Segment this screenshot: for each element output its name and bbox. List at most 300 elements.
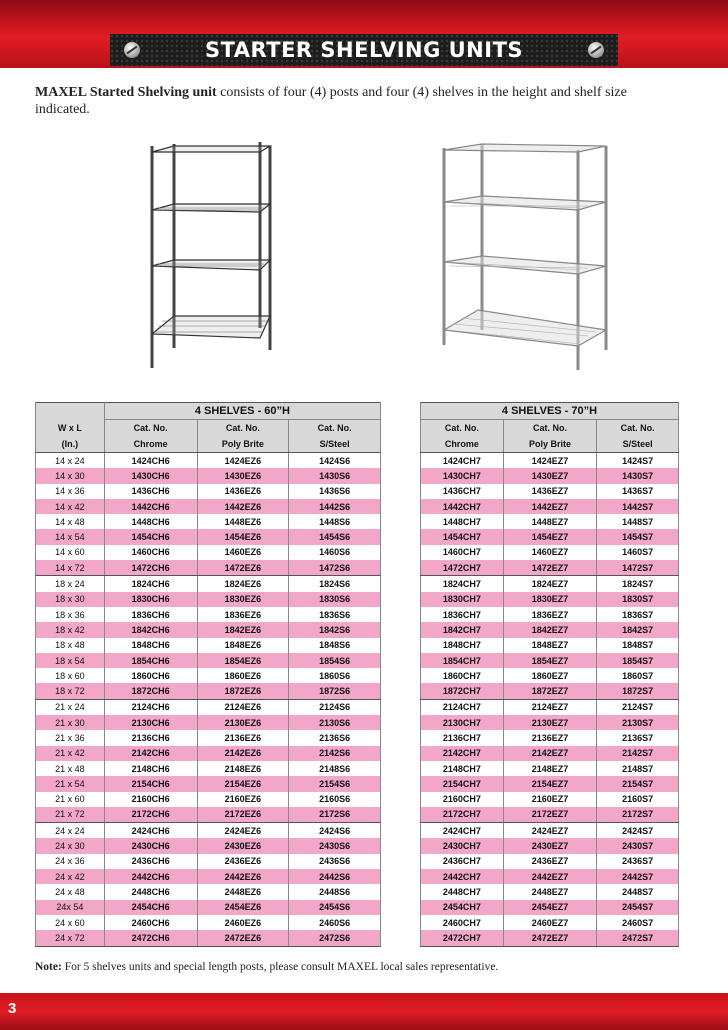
catalog-number-cell: 2130CH7 bbox=[421, 715, 504, 730]
catalog-number-cell: 2148S6 bbox=[289, 761, 381, 776]
table-row bbox=[421, 823, 679, 839]
page-number: 3 bbox=[8, 1000, 17, 1017]
catalog-number-cell: 1430EZ6 bbox=[197, 468, 289, 483]
catalog-number-cell: 2142EZ6 bbox=[197, 746, 289, 761]
catalog-number-cell: 2136EZ7 bbox=[503, 730, 597, 745]
table-row bbox=[36, 699, 381, 715]
table-row bbox=[421, 869, 679, 884]
table-70in bbox=[420, 402, 679, 947]
size-cell: 14 x 30 bbox=[36, 468, 105, 483]
catalog-number-cell: 1854CH7 bbox=[421, 653, 504, 668]
table-row bbox=[36, 915, 381, 930]
catalog-number-cell: 1424CH6 bbox=[104, 453, 197, 469]
catalog-number-cell: 1824S7 bbox=[597, 576, 679, 592]
catalog-number-cell: 2430CH7 bbox=[421, 838, 504, 853]
catalog-number-cell: 1430S7 bbox=[597, 468, 679, 483]
table-row bbox=[421, 792, 679, 807]
catalog-number-cell: 1860S6 bbox=[289, 668, 381, 683]
table-row bbox=[36, 807, 381, 823]
catalog-number-cell: 2472EZ7 bbox=[503, 930, 597, 946]
bottom-red-band bbox=[0, 993, 728, 1030]
catalog-number-cell: 2424EZ7 bbox=[503, 823, 597, 839]
catalog-number-cell: 2136S6 bbox=[289, 730, 381, 745]
catalog-number-cell: 2454EZ6 bbox=[197, 900, 289, 915]
size-cell: 18 x 24 bbox=[36, 576, 105, 592]
size-cell: 14 x 24 bbox=[36, 453, 105, 469]
catalog-number-cell: 1836CH7 bbox=[421, 607, 504, 622]
catalog-number-cell: 1854S7 bbox=[597, 653, 679, 668]
catalog-number-cell: 2454S6 bbox=[289, 900, 381, 915]
size-cell: 21 x 42 bbox=[36, 746, 105, 761]
footnote bbox=[35, 961, 498, 973]
col-subheader: S/Steel bbox=[289, 436, 381, 453]
catalog-number-cell: 1872S7 bbox=[597, 683, 679, 699]
size-cell: 21 x 54 bbox=[36, 776, 105, 791]
catalog-number-cell: 1824CH6 bbox=[104, 576, 197, 592]
catalog-number-cell: 1436EZ6 bbox=[197, 484, 289, 499]
catalog-number-cell: 2448EZ7 bbox=[503, 884, 597, 899]
catalog-number-cell: 1842CH6 bbox=[104, 622, 197, 637]
catalog-number-cell: 2460CH7 bbox=[421, 915, 504, 930]
size-cell: 21 x 36 bbox=[36, 730, 105, 745]
catalog-number-cell: 2142CH6 bbox=[104, 746, 197, 761]
catalog-number-cell: 1830EZ6 bbox=[197, 592, 289, 607]
size-cell: 24 x 48 bbox=[36, 884, 105, 899]
table-row bbox=[36, 869, 381, 884]
catalog-number-cell: 2160EZ7 bbox=[503, 792, 597, 807]
table-row bbox=[36, 638, 381, 653]
catalog-number-cell: 1442EZ6 bbox=[197, 499, 289, 514]
table-row bbox=[421, 746, 679, 761]
note-text: For 5 shelves units and special length posts, please consult MAXEL local sales representative. bbox=[61, 961, 499, 973]
table-row bbox=[421, 900, 679, 915]
catalog-number-cell: 2142S7 bbox=[597, 746, 679, 761]
table-row bbox=[36, 453, 381, 469]
catalog-number-cell: 1824CH7 bbox=[421, 576, 504, 592]
catalog-number-cell: 1848CH6 bbox=[104, 638, 197, 653]
table-row bbox=[36, 468, 381, 483]
catalog-number-cell: 2124EZ6 bbox=[197, 699, 289, 715]
catalog-number-cell: 2448S7 bbox=[597, 884, 679, 899]
catalog-number-cell: 2442CH7 bbox=[421, 869, 504, 884]
size-cell: 24 x 60 bbox=[36, 915, 105, 930]
catalog-number-cell: 2424EZ6 bbox=[197, 823, 289, 839]
catalog-number-cell: 1860EZ7 bbox=[503, 668, 597, 683]
catalog-number-cell: 2172CH6 bbox=[104, 807, 197, 823]
catalog-number-cell: 2454S7 bbox=[597, 900, 679, 915]
catalog-number-cell: 2448S6 bbox=[289, 884, 381, 899]
group-header-60: 4 SHELVES - 60”H bbox=[104, 403, 380, 420]
table-row bbox=[421, 668, 679, 683]
catalog-number-cell: 2136S7 bbox=[597, 730, 679, 745]
catalog-number-cell: 1424EZ7 bbox=[503, 453, 597, 469]
catalog-number-cell: 1860EZ6 bbox=[197, 668, 289, 683]
catalog-number-cell: 2430S6 bbox=[289, 838, 381, 853]
catalog-number-cell: 1448CH6 bbox=[104, 514, 197, 529]
table-row bbox=[36, 776, 381, 791]
col-header: Cat. No. bbox=[597, 420, 679, 437]
table-row bbox=[421, 715, 679, 730]
col-header: Cat. No. bbox=[503, 420, 597, 437]
catalog-number-cell: 1460CH7 bbox=[421, 545, 504, 560]
catalog-number-cell: 1448S6 bbox=[289, 514, 381, 529]
catalog-number-cell: 1448S7 bbox=[597, 514, 679, 529]
size-cell: 14 x 36 bbox=[36, 484, 105, 499]
catalog-number-cell: 2172EZ7 bbox=[503, 807, 597, 823]
catalog-number-cell: 1430CH6 bbox=[104, 468, 197, 483]
size-cell: 21 x 48 bbox=[36, 761, 105, 776]
catalog-number-cell: 2454CH6 bbox=[104, 900, 197, 915]
catalog-number-cell: 2148EZ6 bbox=[197, 761, 289, 776]
catalog-number-cell: 1830CH7 bbox=[421, 592, 504, 607]
catalog-number-cell: 1448EZ6 bbox=[197, 514, 289, 529]
intro-paragraph bbox=[35, 84, 675, 118]
catalog-number-cell: 1854CH6 bbox=[104, 653, 197, 668]
catalog-number-cell: 2142EZ7 bbox=[503, 746, 597, 761]
catalog-number-cell: 2124S7 bbox=[597, 699, 679, 715]
catalog-number-cell: 2130EZ6 bbox=[197, 715, 289, 730]
catalog-number-cell: 2436EZ6 bbox=[197, 854, 289, 869]
catalog-number-cell: 1424S6 bbox=[289, 453, 381, 469]
header-blank bbox=[36, 403, 105, 420]
catalog-number-cell: 2142S6 bbox=[289, 746, 381, 761]
catalog-number-cell: 2442EZ6 bbox=[197, 869, 289, 884]
table-row bbox=[421, 638, 679, 653]
table-row bbox=[36, 930, 381, 946]
catalog-number-cell: 2472CH6 bbox=[104, 930, 197, 946]
table-row bbox=[421, 699, 679, 715]
catalog-number-cell: 1836EZ6 bbox=[197, 607, 289, 622]
catalog-number-cell: 1460S6 bbox=[289, 545, 381, 560]
catalog-number-cell: 2160S7 bbox=[597, 792, 679, 807]
catalog-number-cell: 1860CH7 bbox=[421, 668, 504, 683]
table-row bbox=[421, 683, 679, 699]
catalog-number-cell: 1472CH7 bbox=[421, 560, 504, 576]
catalog-number-cell: 1454EZ7 bbox=[503, 529, 597, 544]
catalog-number-cell: 1436S6 bbox=[289, 484, 381, 499]
catalog-number-cell: 1472CH6 bbox=[104, 560, 197, 576]
size-cell: 14 x 42 bbox=[36, 499, 105, 514]
table-row bbox=[36, 854, 381, 869]
catalog-number-cell: 2442CH6 bbox=[104, 869, 197, 884]
catalog-number-cell: 1842EZ7 bbox=[503, 622, 597, 637]
group-header-70: 4 SHELVES - 70”H bbox=[421, 403, 679, 420]
catalog-number-cell: 2424CH7 bbox=[421, 823, 504, 839]
size-cell: 21 x 72 bbox=[36, 807, 105, 823]
table-row bbox=[421, 468, 679, 483]
catalog-number-cell: 1848EZ7 bbox=[503, 638, 597, 653]
catalog-number-cell: 2454CH7 bbox=[421, 900, 504, 915]
size-cell: 18 x 54 bbox=[36, 653, 105, 668]
catalog-number-cell: 2460S6 bbox=[289, 915, 381, 930]
shelf-unit-70-image bbox=[438, 140, 612, 374]
catalog-number-cell: 2172S7 bbox=[597, 807, 679, 823]
table-row bbox=[421, 576, 679, 592]
catalog-number-cell: 2148EZ7 bbox=[503, 761, 597, 776]
catalog-number-cell: 2154S7 bbox=[597, 776, 679, 791]
table-row bbox=[421, 529, 679, 544]
screw-icon bbox=[588, 42, 604, 58]
col-header: Cat. No. bbox=[197, 420, 289, 437]
table-row bbox=[36, 529, 381, 544]
table-row bbox=[36, 792, 381, 807]
catalog-number-cell: 2154S6 bbox=[289, 776, 381, 791]
catalog-number-cell: 1842S7 bbox=[597, 622, 679, 637]
catalog-number-cell: 1460CH6 bbox=[104, 545, 197, 560]
catalog-number-cell: 2436EZ7 bbox=[503, 854, 597, 869]
catalog-number-cell: 1824S6 bbox=[289, 576, 381, 592]
catalog-number-cell: 2460EZ6 bbox=[197, 915, 289, 930]
catalog-number-cell: 2160CH6 bbox=[104, 792, 197, 807]
col-header: W x L bbox=[36, 420, 105, 437]
catalog-number-cell: 2448CH6 bbox=[104, 884, 197, 899]
size-cell: 24 x 36 bbox=[36, 854, 105, 869]
catalog-number-cell: 1454EZ6 bbox=[197, 529, 289, 544]
catalog-number-cell: 1824EZ6 bbox=[197, 576, 289, 592]
col-subheader: Poly Brite bbox=[503, 436, 597, 453]
catalog-number-cell: 1430CH7 bbox=[421, 468, 504, 483]
catalog-number-cell: 1836S7 bbox=[597, 607, 679, 622]
col-subheader: Chrome bbox=[421, 436, 504, 453]
catalog-number-cell: 2448CH7 bbox=[421, 884, 504, 899]
catalog-number-cell: 2142CH7 bbox=[421, 746, 504, 761]
table-row bbox=[421, 776, 679, 791]
intro-bold: MAXEL Started Shelving unit bbox=[35, 85, 217, 100]
size-cell: 24 x 30 bbox=[36, 838, 105, 853]
catalog-number-cell: 1842EZ6 bbox=[197, 622, 289, 637]
size-cell: 18 x 36 bbox=[36, 607, 105, 622]
catalog-number-cell: 2130EZ7 bbox=[503, 715, 597, 730]
catalog-number-cell: 1448EZ7 bbox=[503, 514, 597, 529]
size-cell: 18 x 60 bbox=[36, 668, 105, 683]
table-row bbox=[36, 761, 381, 776]
catalog-number-cell: 1842S6 bbox=[289, 622, 381, 637]
catalog-number-cell: 1454S7 bbox=[597, 529, 679, 544]
table-row bbox=[36, 900, 381, 915]
catalog-number-cell: 2160CH7 bbox=[421, 792, 504, 807]
size-cell: 24 x 42 bbox=[36, 869, 105, 884]
catalog-number-cell: 2124CH6 bbox=[104, 699, 197, 715]
catalog-number-cell: 2442EZ7 bbox=[503, 869, 597, 884]
catalog-number-cell: 2430EZ7 bbox=[503, 838, 597, 853]
catalog-number-cell: 2472EZ6 bbox=[197, 930, 289, 946]
catalog-number-cell: 2436CH7 bbox=[421, 854, 504, 869]
catalog-number-cell: 1872S6 bbox=[289, 683, 381, 699]
size-cell: 21 x 24 bbox=[36, 699, 105, 715]
catalog-number-cell: 2172CH7 bbox=[421, 807, 504, 823]
catalog-number-cell: 1854S6 bbox=[289, 653, 381, 668]
catalog-number-cell: 2160EZ6 bbox=[197, 792, 289, 807]
catalog-number-cell: 2124S6 bbox=[289, 699, 381, 715]
catalog-number-cell: 2172EZ6 bbox=[197, 807, 289, 823]
intro-text: consists of four (4) posts and four (4) shelves in the height and shelf size indicated. bbox=[35, 85, 627, 117]
table-row bbox=[36, 514, 381, 529]
catalog-number-cell: 1836CH6 bbox=[104, 607, 197, 622]
catalog-number-cell: 1848CH7 bbox=[421, 638, 504, 653]
catalog-number-cell: 1472EZ7 bbox=[503, 560, 597, 576]
catalog-number-cell: 2130S7 bbox=[597, 715, 679, 730]
catalog-number-cell: 1860CH6 bbox=[104, 668, 197, 683]
size-cell: 14 x 54 bbox=[36, 529, 105, 544]
size-cell: 21 x 30 bbox=[36, 715, 105, 730]
col-header: Cat. No. bbox=[104, 420, 197, 437]
table-row bbox=[36, 715, 381, 730]
size-cell: 24x 54 bbox=[36, 900, 105, 915]
catalog-number-cell: 2136CH7 bbox=[421, 730, 504, 745]
catalog-number-cell: 2472S7 bbox=[597, 930, 679, 946]
catalog-number-cell: 1854EZ6 bbox=[197, 653, 289, 668]
size-cell: 24 x 24 bbox=[36, 823, 105, 839]
catalog-number-cell: 2172S6 bbox=[289, 807, 381, 823]
catalog-number-cell: 1830EZ7 bbox=[503, 592, 597, 607]
table-row bbox=[421, 730, 679, 745]
catalog-number-cell: 2436S6 bbox=[289, 854, 381, 869]
table-row bbox=[421, 930, 679, 946]
table-row bbox=[421, 560, 679, 576]
col-header: Cat. No. bbox=[421, 420, 504, 437]
catalog-number-cell: 1872CH6 bbox=[104, 683, 197, 699]
catalog-number-cell: 1460S7 bbox=[597, 545, 679, 560]
table-row bbox=[421, 915, 679, 930]
table-row bbox=[36, 499, 381, 514]
size-cell: 18 x 48 bbox=[36, 638, 105, 653]
catalog-number-cell: 1442CH6 bbox=[104, 499, 197, 514]
table-row bbox=[36, 653, 381, 668]
catalog-number-cell: 2154CH7 bbox=[421, 776, 504, 791]
catalog-number-cell: 2148CH7 bbox=[421, 761, 504, 776]
table-row bbox=[421, 622, 679, 637]
catalog-number-cell: 1430EZ7 bbox=[503, 468, 597, 483]
catalog-number-cell: 2460EZ7 bbox=[503, 915, 597, 930]
note-label: Note: bbox=[35, 961, 62, 973]
table-row bbox=[36, 683, 381, 699]
size-cell: 18 x 72 bbox=[36, 683, 105, 699]
table-row bbox=[421, 607, 679, 622]
catalog-number-cell: 2460CH6 bbox=[104, 915, 197, 930]
table-row bbox=[36, 560, 381, 576]
catalog-number-cell: 1442CH7 bbox=[421, 499, 504, 514]
table-row bbox=[421, 514, 679, 529]
catalog-number-cell: 2454EZ7 bbox=[503, 900, 597, 915]
table-row bbox=[421, 453, 679, 469]
catalog-number-cell: 1454CH6 bbox=[104, 529, 197, 544]
catalog-number-cell: 2472S6 bbox=[289, 930, 381, 946]
table-row bbox=[421, 499, 679, 514]
catalog-number-cell: 1448CH7 bbox=[421, 514, 504, 529]
catalog-number-cell: 2136EZ6 bbox=[197, 730, 289, 745]
table-row bbox=[421, 884, 679, 899]
catalog-number-cell: 2130CH6 bbox=[104, 715, 197, 730]
catalog-number-cell: 2160S6 bbox=[289, 792, 381, 807]
catalog-number-cell: 1442EZ7 bbox=[503, 499, 597, 514]
catalog-number-cell: 1848EZ6 bbox=[197, 638, 289, 653]
title-banner bbox=[110, 34, 618, 66]
catalog-number-cell: 1436CH6 bbox=[104, 484, 197, 499]
catalog-number-cell: 1430S6 bbox=[289, 468, 381, 483]
col-header: Cat. No. bbox=[289, 420, 381, 437]
col-subheader: Poly Brite bbox=[197, 436, 289, 453]
col-subheader: Chrome bbox=[104, 436, 197, 453]
catalog-number-cell: 1436CH7 bbox=[421, 484, 504, 499]
table-row bbox=[421, 807, 679, 823]
catalog-number-cell: 1848S6 bbox=[289, 638, 381, 653]
table-row bbox=[36, 545, 381, 560]
catalog-number-cell: 1836EZ7 bbox=[503, 607, 597, 622]
page-title: STARTER SHELVING UNITS bbox=[204, 38, 524, 62]
catalog-number-cell: 1460EZ7 bbox=[503, 545, 597, 560]
catalog-number-cell: 2154EZ6 bbox=[197, 776, 289, 791]
catalog-number-cell: 2430S7 bbox=[597, 838, 679, 853]
catalog-number-cell: 1424EZ6 bbox=[197, 453, 289, 469]
catalog-number-cell: 1472S6 bbox=[289, 560, 381, 576]
table-row bbox=[36, 484, 381, 499]
catalog-number-cell: 2136CH6 bbox=[104, 730, 197, 745]
table-row bbox=[421, 854, 679, 869]
size-cell: 24 x 72 bbox=[36, 930, 105, 946]
catalog-number-cell: 1872CH7 bbox=[421, 683, 504, 699]
catalog-number-cell: 2430EZ6 bbox=[197, 838, 289, 853]
table-row bbox=[421, 545, 679, 560]
table-row bbox=[36, 730, 381, 745]
catalog-number-cell: 1830S6 bbox=[289, 592, 381, 607]
table-row bbox=[36, 576, 381, 592]
catalog-number-cell: 2124EZ7 bbox=[503, 699, 597, 715]
catalog-number-cell: 1472EZ6 bbox=[197, 560, 289, 576]
table-row bbox=[36, 823, 381, 839]
screw-icon bbox=[124, 42, 140, 58]
catalog-number-cell: 1842CH7 bbox=[421, 622, 504, 637]
catalog-number-cell: 1442S7 bbox=[597, 499, 679, 514]
catalog-number-cell: 1454CH7 bbox=[421, 529, 504, 544]
catalog-number-cell: 2424S7 bbox=[597, 823, 679, 839]
catalog-number-cell: 1848S7 bbox=[597, 638, 679, 653]
catalog-number-cell: 2448EZ6 bbox=[197, 884, 289, 899]
table-row bbox=[421, 838, 679, 853]
size-cell: 14 x 48 bbox=[36, 514, 105, 529]
catalog-number-cell: 1442S6 bbox=[289, 499, 381, 514]
catalog-number-cell: 2154CH6 bbox=[104, 776, 197, 791]
catalog-number-cell: 1424S7 bbox=[597, 453, 679, 469]
catalog-number-cell: 2424CH6 bbox=[104, 823, 197, 839]
table-row bbox=[36, 746, 381, 761]
table-row bbox=[421, 761, 679, 776]
catalog-number-cell: 1436S7 bbox=[597, 484, 679, 499]
catalog-number-cell: 1830S7 bbox=[597, 592, 679, 607]
table-row bbox=[421, 653, 679, 668]
catalog-number-cell: 1854EZ7 bbox=[503, 653, 597, 668]
table-60in bbox=[35, 402, 381, 947]
catalog-number-cell: 2148CH6 bbox=[104, 761, 197, 776]
col-subheader: (In.) bbox=[36, 436, 105, 453]
size-cell: 18 x 30 bbox=[36, 592, 105, 607]
catalog-number-cell: 2436CH6 bbox=[104, 854, 197, 869]
catalog-number-cell: 1836S6 bbox=[289, 607, 381, 622]
size-cell: 14 x 72 bbox=[36, 560, 105, 576]
catalog-number-cell: 2148S7 bbox=[597, 761, 679, 776]
table-row bbox=[421, 484, 679, 499]
table-row bbox=[36, 838, 381, 853]
table-row bbox=[36, 607, 381, 622]
catalog-number-cell: 1460EZ6 bbox=[197, 545, 289, 560]
catalog-number-cell: 2436S7 bbox=[597, 854, 679, 869]
catalog-number-cell: 1472S7 bbox=[597, 560, 679, 576]
size-cell: 21 x 60 bbox=[36, 792, 105, 807]
table-row bbox=[421, 592, 679, 607]
catalog-number-cell: 1424CH7 bbox=[421, 453, 504, 469]
catalog-number-cell: 1824EZ7 bbox=[503, 576, 597, 592]
size-cell: 14 x 60 bbox=[36, 545, 105, 560]
catalog-number-cell: 1830CH6 bbox=[104, 592, 197, 607]
